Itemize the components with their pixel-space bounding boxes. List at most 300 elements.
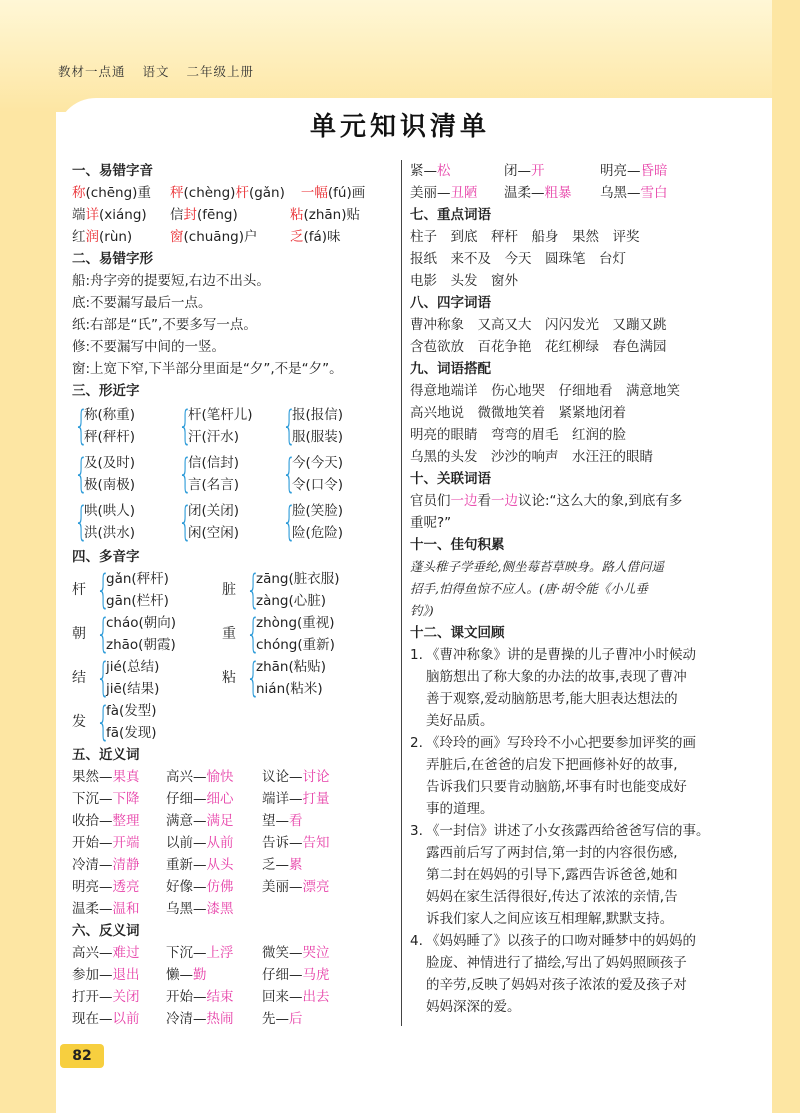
keyword: 一边: [491, 493, 518, 509]
reading: gǎn(秤杆): [106, 571, 169, 587]
subject: 语文: [142, 64, 170, 79]
left-decor-band: [0, 0, 56, 1113]
word-pair: [72, 898, 166, 920]
focus-char: 一幅: [300, 185, 328, 201]
review-line: 《妈妈睡了》以孩子的口吻对睡梦中的妈妈的: [426, 933, 696, 949]
word-pair: [72, 964, 166, 986]
item-number: 4.: [410, 933, 423, 949]
brace-icon: {: [246, 655, 261, 701]
word: 现在: [72, 1011, 99, 1027]
answer-word: 粗暴: [544, 185, 572, 201]
word-line: 报纸 来不及 今天 圆珠笔 台灯: [410, 251, 626, 267]
review-line: 诉我们家人之间应该互相理解,默默支持。: [426, 911, 674, 927]
word: 乏: [262, 857, 276, 873]
section-title: 七、重点词语: [410, 207, 491, 223]
focus-char: 秤: [170, 185, 184, 201]
word: 端详: [262, 791, 289, 807]
word: 告诉: [262, 835, 289, 851]
dash: —: [99, 989, 113, 1005]
word-pair: [262, 810, 372, 832]
word-pair: [166, 1008, 262, 1030]
word-pair: [166, 854, 262, 876]
answer-word: 以前: [112, 1011, 140, 1027]
word: 果然: [72, 769, 99, 785]
word: 服(服装): [292, 429, 344, 445]
synonym-list: [72, 766, 392, 920]
word: 紧: [410, 163, 424, 179]
word: 以前: [166, 835, 193, 851]
dash: —: [193, 879, 207, 895]
reading: zàng(心脏): [256, 593, 327, 609]
polyphone-char: 重: [222, 626, 236, 642]
header-band: [0, 0, 800, 112]
brace-icon: {: [74, 499, 89, 545]
word: 冷清: [72, 857, 99, 873]
glyph-note: 船:舟字旁的提要短,右边不出头。: [72, 273, 270, 289]
word: 洪(洪水): [84, 525, 136, 541]
glyph-note: 纸:右部是“氏”,不要多写一点。: [72, 317, 257, 333]
pinyin: (zhān)贴: [303, 207, 361, 223]
pinyin: (chēng)重: [85, 185, 151, 201]
word-pair-row: [72, 854, 392, 876]
word: 明亮: [600, 163, 627, 179]
word-pair: [72, 986, 166, 1008]
word-pair: [600, 160, 710, 182]
word-pair: [262, 942, 372, 964]
word: 好像: [166, 879, 193, 895]
word-pair: [72, 1008, 166, 1030]
word: 美丽: [262, 879, 289, 895]
focus-char: 乏: [290, 229, 304, 245]
page-number: 82: [60, 1044, 104, 1068]
lesson-review-item: [410, 732, 740, 820]
char: 信: [170, 207, 184, 223]
word: 闭: [504, 163, 518, 179]
dash: —: [193, 835, 207, 851]
word-pair-row: [72, 810, 392, 832]
word: 险(危险): [292, 525, 344, 541]
word: 重新: [166, 857, 193, 873]
word-pair: [600, 182, 710, 204]
focus-char: 详: [85, 207, 99, 223]
reading: gān(栏杆): [106, 593, 169, 609]
answer-word: 哭泣: [302, 945, 330, 961]
section-title: 十二、课文回顾: [410, 625, 505, 641]
word: 乌黑: [166, 901, 193, 917]
answer-word: 下降: [112, 791, 140, 807]
word-pair: [166, 810, 262, 832]
word: 回来: [262, 989, 289, 1005]
dash: —: [275, 857, 289, 873]
word: 美丽: [410, 185, 437, 201]
answer-word: 马虎: [302, 967, 330, 983]
brace-group: [280, 404, 384, 448]
answer-word: 告知: [302, 835, 330, 851]
word: 仔细: [166, 791, 193, 807]
word-pair: [166, 832, 262, 854]
pinyin: (fēng): [197, 207, 238, 223]
word: 杆(笔杆儿): [188, 407, 253, 423]
polyphone-item: [72, 656, 222, 700]
answer-word: 难过: [112, 945, 140, 961]
word-pair-row: [72, 876, 392, 898]
word-pair: [262, 1008, 372, 1030]
grade: 二年级上册: [186, 64, 255, 79]
review-line: 的辛劳,反映了妈妈对孩子浓浓的爱及孩子对: [426, 977, 687, 993]
review-line: 美好品质。: [426, 713, 494, 729]
answer-word: 透亮: [112, 879, 140, 895]
word: 下沉: [166, 945, 193, 961]
brace-group: [72, 404, 176, 448]
answer-word: 退出: [112, 967, 140, 983]
dash: —: [193, 813, 207, 829]
dash: —: [99, 835, 113, 851]
pinyin: (chèng): [183, 185, 236, 201]
brace-icon: {: [282, 403, 297, 449]
pinyin: (fá)味: [303, 229, 341, 245]
answer-word: 整理: [112, 813, 140, 829]
book-header: [58, 62, 266, 80]
pinyin: (fú)画: [327, 185, 366, 201]
word-pair: [72, 810, 166, 832]
focus-char: 粘: [290, 207, 304, 223]
answer-word: 雪白: [640, 185, 668, 201]
brace-icon: {: [178, 499, 193, 545]
word: 微笑: [262, 945, 289, 961]
word: 闭(关闭): [188, 503, 240, 519]
polyphone-char: 发: [72, 714, 86, 730]
review-line: 妈妈深深的爱。: [426, 999, 521, 1015]
word: 报(报信): [292, 407, 344, 423]
word-pair-row: [72, 986, 392, 1008]
word-pair: [262, 832, 372, 854]
section-title: 五、近义词: [72, 747, 140, 763]
keyword: 一边: [450, 493, 478, 509]
word-pair: [72, 832, 166, 854]
answer-word: 勤: [193, 967, 207, 983]
answer-word: 仿佛: [206, 879, 234, 895]
right-column: [410, 160, 740, 1018]
word: 汗(汗水): [188, 429, 240, 445]
dash: —: [275, 813, 289, 829]
word: 议论: [262, 769, 289, 785]
polyphone-item: [72, 700, 222, 744]
word-pair: [262, 766, 372, 788]
review-line: 告诉我们只要肯动脑筋,坏事有时也能变成好: [426, 779, 687, 795]
book-name: 教材一点通: [58, 64, 126, 79]
dash: —: [289, 945, 303, 961]
dash: —: [517, 163, 531, 179]
dash: —: [193, 769, 207, 785]
answer-word: 漂亮: [302, 879, 330, 895]
word-pair: [166, 876, 262, 898]
word-pair: [166, 964, 262, 986]
answer-word: 愉快: [206, 769, 234, 785]
review-line: 妈妈在家生活得很好,传达了浓浓的亲情,告: [426, 889, 678, 905]
word: 言(名言): [188, 477, 240, 493]
brace-group: [176, 404, 280, 448]
word-pair: [72, 876, 166, 898]
word: 哄(哄人): [84, 503, 136, 519]
dash: —: [193, 1011, 207, 1027]
answer-word: 上浮: [206, 945, 234, 961]
polyphone-char: 粘: [222, 670, 236, 686]
word-line: 曹冲称象 又高又大 闪闪发光 又蹦又跳: [410, 317, 667, 333]
poem-line: 蓬头稚子学垂纶,侧坐莓苔草映身。路人借问遥: [410, 559, 664, 574]
word-pair-row: [72, 898, 392, 920]
answer-word: 看: [289, 813, 303, 829]
brace-group: [280, 452, 384, 496]
reading: nián(粘米): [256, 681, 323, 697]
answer-word: 累: [289, 857, 303, 873]
section-title: 十一、佳句积累: [410, 537, 505, 553]
word: 望: [262, 813, 276, 829]
dash: —: [99, 879, 113, 895]
word-pair: [72, 788, 166, 810]
polyphone-row: [72, 700, 392, 744]
pinyin: (gǎn): [248, 185, 285, 201]
char: 端: [72, 207, 86, 223]
dash: —: [531, 185, 545, 201]
word-pair: [262, 964, 372, 986]
section-title: 八、四字词语: [410, 295, 491, 311]
dash: —: [275, 1011, 289, 1027]
word: 闲(空闲): [188, 525, 240, 541]
page-title: 单元知识清单: [309, 112, 490, 142]
answer-word: 讨论: [302, 769, 330, 785]
word-pair: [410, 182, 504, 204]
dash: —: [289, 791, 303, 807]
dash: —: [99, 901, 113, 917]
dash: —: [193, 901, 207, 917]
pinyin-row: [72, 226, 392, 248]
brace-icon: {: [74, 403, 89, 449]
item-number: 2.: [410, 735, 423, 751]
word-pair: [262, 986, 372, 1008]
dash: —: [437, 185, 451, 201]
word-pair: [504, 160, 600, 182]
polyphone-item: [222, 568, 372, 612]
word: 明亮: [72, 879, 99, 895]
char: 红: [72, 229, 86, 245]
pinyin-row: [72, 182, 392, 204]
word-pair-row: [410, 160, 740, 182]
polyphone-item: [222, 656, 372, 700]
text: 官员们: [410, 493, 451, 509]
word: 先: [262, 1011, 276, 1027]
word: 信(信封): [188, 455, 240, 471]
brace-icon: {: [96, 655, 111, 701]
glyph-note: 窗:上宽下窄,下半部分里面是“夕”,不是“夕”。: [72, 361, 343, 377]
word-pair: [262, 854, 372, 876]
dash: —: [99, 1011, 113, 1027]
brace-icon: {: [282, 499, 297, 545]
text: 议论:“这么大的象,到底有多: [518, 493, 683, 509]
reading: fà(发型): [106, 703, 157, 719]
glyph-note: 修:不要漏写中间的一竖。: [72, 339, 226, 355]
word-pair-row: [72, 788, 392, 810]
pinyin-row: [72, 204, 392, 226]
brace-icon: {: [74, 451, 89, 497]
answer-word: 打量: [302, 791, 330, 807]
word-line: 含苞欲放 百花争艳 花红柳绿 春色满园: [410, 339, 667, 355]
answer-word: 开端: [112, 835, 140, 851]
answer-word: 果真: [112, 769, 140, 785]
polyphone-item: [222, 612, 372, 656]
section-title: 十、关联词语: [410, 471, 491, 487]
section-title: 二、易错字形: [72, 251, 153, 267]
word-pair-row: [72, 964, 392, 986]
dash: —: [99, 813, 113, 829]
word-line: 柱子 到底 秤杆 船身 果然 评奖: [410, 229, 640, 245]
brace-icon: {: [96, 611, 111, 657]
pinyin: (rùn): [99, 229, 133, 245]
answer-word: 丑陋: [450, 185, 478, 201]
reading: fā(发现): [106, 725, 157, 741]
reading: zhāo(朝霞): [106, 637, 176, 653]
word: 仔细: [262, 967, 289, 983]
dash: —: [627, 163, 641, 179]
item-number: 1.: [410, 647, 423, 663]
reading: chóng(重新): [256, 637, 335, 653]
brace-icon: {: [178, 403, 193, 449]
word: 下沉: [72, 791, 99, 807]
focus-char: 润: [85, 229, 99, 245]
brace-group: [176, 500, 280, 544]
dash: —: [99, 769, 113, 785]
polyphone-item: [72, 568, 222, 612]
polyphone-char: 结: [72, 670, 86, 686]
reading: jié(总结): [106, 659, 160, 675]
word-pair: [72, 942, 166, 964]
word: 懒: [166, 967, 180, 983]
lesson-review-list: [410, 644, 740, 1018]
answer-word: 温和: [112, 901, 140, 917]
word-pair: [166, 766, 262, 788]
review-line: 脑筋想出了称大象的办法的故事,表现了曹冲: [426, 669, 687, 685]
text: 看: [477, 493, 491, 509]
brace-icon: {: [96, 567, 111, 613]
reading: cháo(朝向): [106, 615, 177, 631]
reading: zhòng(重视): [256, 615, 335, 631]
answer-word: 细心: [206, 791, 234, 807]
conjunction-sentence: [410, 490, 740, 512]
pinyin: (xiáng): [99, 207, 147, 223]
brace-group: [72, 452, 176, 496]
word: 温柔: [72, 901, 99, 917]
brace-group: [280, 500, 384, 544]
polyphone-char: 杆: [72, 582, 86, 598]
word: 及(及时): [84, 455, 136, 471]
antonym-list: [72, 942, 392, 1030]
word-pair: [72, 766, 166, 788]
word: 冷清: [166, 1011, 193, 1027]
word-line: 电影 头发 窗外: [410, 273, 518, 289]
word-pair: [166, 788, 262, 810]
polyphone-item: [72, 612, 222, 656]
brace-group: [72, 500, 176, 544]
review-line: 弄脏后,在爸爸的启发下把画修补好的故事,: [426, 757, 678, 773]
focus-char: 窗: [170, 229, 184, 245]
conjunction-sentence-end: 重呢?”: [410, 515, 452, 531]
brace-icon: {: [178, 451, 193, 497]
review-line: 脸庞、神情进行了描绘,写出了妈妈照顾孩子: [426, 955, 687, 971]
answer-word: 出去: [302, 989, 330, 1005]
polyphone-row: [72, 656, 392, 700]
similar-char-row: [72, 498, 392, 546]
word: 脸(笑脸): [292, 503, 344, 519]
word-pair-row: [72, 766, 392, 788]
answer-word: 松: [437, 163, 451, 179]
answer-word: 结束: [206, 989, 234, 1005]
reading: jiē(结果): [106, 681, 160, 697]
left-column: [72, 160, 392, 1030]
review-line: 事的道理。: [426, 801, 494, 817]
word-line: 乌黑的头发 沙沙的响声 水汪汪的眼睛: [410, 449, 653, 465]
right-decor-band: [772, 0, 800, 1113]
section-title: 一、易错字音: [72, 163, 153, 179]
section-title: 九、词语搭配: [410, 361, 491, 377]
answer-word: 漆黑: [206, 901, 234, 917]
dash: —: [289, 967, 303, 983]
word: 令(口令): [292, 477, 344, 493]
word: 高兴: [72, 945, 99, 961]
review-line: 《曹冲称象》讲的是曹操的儿子曹冲小时候动: [426, 647, 696, 663]
dash: —: [289, 879, 303, 895]
antonym-list-continued: [410, 160, 740, 204]
word-pair: [262, 788, 372, 810]
dash: —: [193, 989, 207, 1005]
polyphone-char: 朝: [72, 626, 86, 642]
word: 极(南极): [84, 477, 136, 493]
word: 秤(秤杆): [84, 429, 136, 445]
answer-word: 关闭: [112, 989, 140, 1005]
word-line: 高兴地说 微微地笑着 紧紧地闭着: [410, 405, 626, 421]
dash: —: [99, 857, 113, 873]
answer-word: 清静: [112, 857, 140, 873]
word-pair: [262, 876, 372, 898]
review-line: 善于观察,爱动脑筋思考,能大胆表达想法的: [426, 691, 678, 707]
word-pair: [504, 182, 600, 204]
reading: zāng(脏衣服): [256, 571, 340, 587]
word: 参加: [72, 967, 99, 983]
word-pair: [166, 942, 262, 964]
dash: —: [193, 791, 207, 807]
answer-word: 从前: [206, 835, 234, 851]
reading: zhān(粘贴): [256, 659, 327, 675]
word: 高兴: [166, 769, 193, 785]
word: 打开: [72, 989, 99, 1005]
word-pair-row: [72, 942, 392, 964]
section-title: 六、反义词: [72, 923, 140, 939]
word-pair-row: [72, 1008, 392, 1030]
word: 开始: [72, 835, 99, 851]
dash: —: [99, 791, 113, 807]
dash: —: [423, 163, 437, 179]
brace-group: [176, 452, 280, 496]
brace-icon: {: [96, 699, 111, 745]
answer-word: 满足: [206, 813, 234, 829]
brace-icon: {: [246, 611, 261, 657]
word-pair: [166, 986, 262, 1008]
answer-word: 开: [531, 163, 545, 179]
answer-word: 昏暗: [640, 163, 668, 179]
word-line: 得意地端详 伤心地哭 仔细地看 满意地笑: [410, 383, 680, 399]
dash: —: [193, 945, 207, 961]
review-line: 露西前后写了两封信,第一封的内容很伤感,: [426, 845, 678, 861]
focus-char: 称: [72, 185, 86, 201]
lesson-review-item: [410, 930, 740, 1018]
